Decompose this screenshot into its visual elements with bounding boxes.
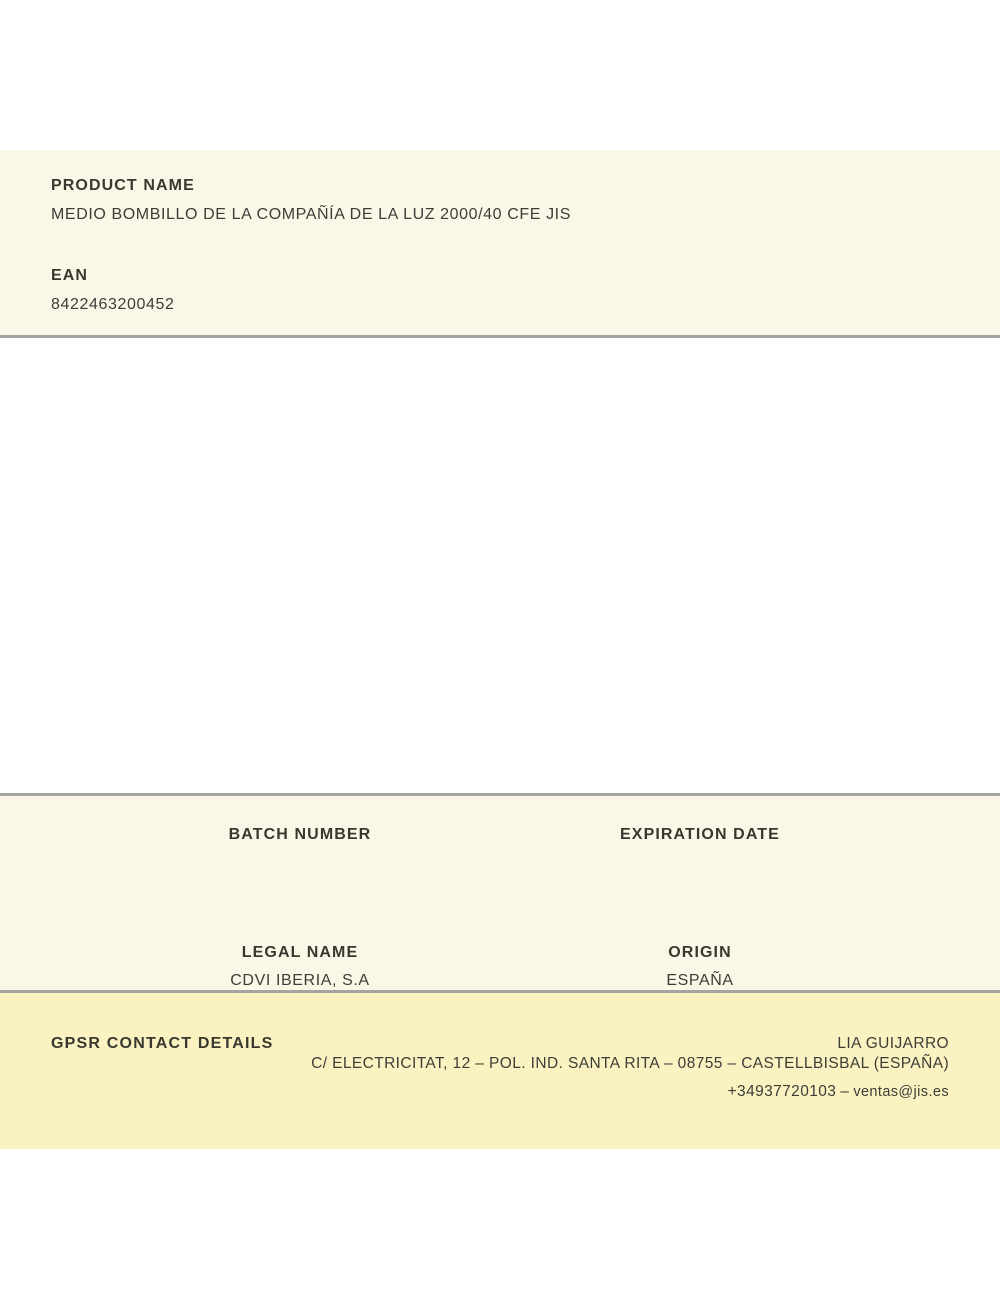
product-name-field — [51, 176, 949, 225]
batch-number-value — [100, 853, 500, 873]
contact-phone-email-line — [51, 1082, 949, 1102]
contact-person-name: LIA GUIJARRO — [837, 1035, 949, 1052]
legal-name-field — [100, 943, 500, 991]
origin-value: ESPAÑA — [666, 972, 734, 989]
details-grid — [100, 825, 900, 991]
ean-label: EAN — [51, 267, 89, 284]
expiration-date-value — [500, 853, 900, 873]
product-info-section — [0, 150, 1000, 335]
batch-number-field — [100, 825, 500, 873]
gpsr-contact-section — [0, 993, 1000, 1149]
contact-phone: +34937720103 — [727, 1083, 837, 1100]
contact-address: C/ ELECTRICITAT, 12 – POL. IND. SANTA RITA – 08755 – CASTELLBISBAL (ESPAÑA) — [311, 1055, 949, 1072]
expiration-date-label: EXPIRATION DATE — [620, 826, 780, 843]
ean-value: 8422463200452 — [51, 296, 175, 313]
product-name-value: MEDIO BOMBILLO DE LA COMPAÑÍA DE LA LUZ 2000/40 CFE JIS — [51, 206, 571, 223]
expiration-date-field — [500, 825, 900, 873]
contact-email-link[interactable]: ventas@jis.es — [853, 1084, 949, 1100]
origin-field — [500, 943, 900, 991]
ean-field — [51, 266, 949, 315]
contact-header-row — [51, 1034, 949, 1054]
product-name-label: PRODUCT NAME — [51, 177, 195, 194]
origin-label: ORIGIN — [668, 944, 732, 961]
product-details-section — [0, 796, 1000, 990]
divider-top — [0, 335, 1000, 338]
phone-email-separator: – — [840, 1083, 850, 1100]
legal-name-value: CDVI IBERIA, S.A — [230, 972, 370, 989]
gpsr-contact-details-label: GPSR CONTACT DETAILS — [51, 1035, 274, 1052]
batch-number-label: BATCH NUMBER — [228, 826, 372, 843]
legal-name-label: LEGAL NAME — [241, 944, 359, 961]
